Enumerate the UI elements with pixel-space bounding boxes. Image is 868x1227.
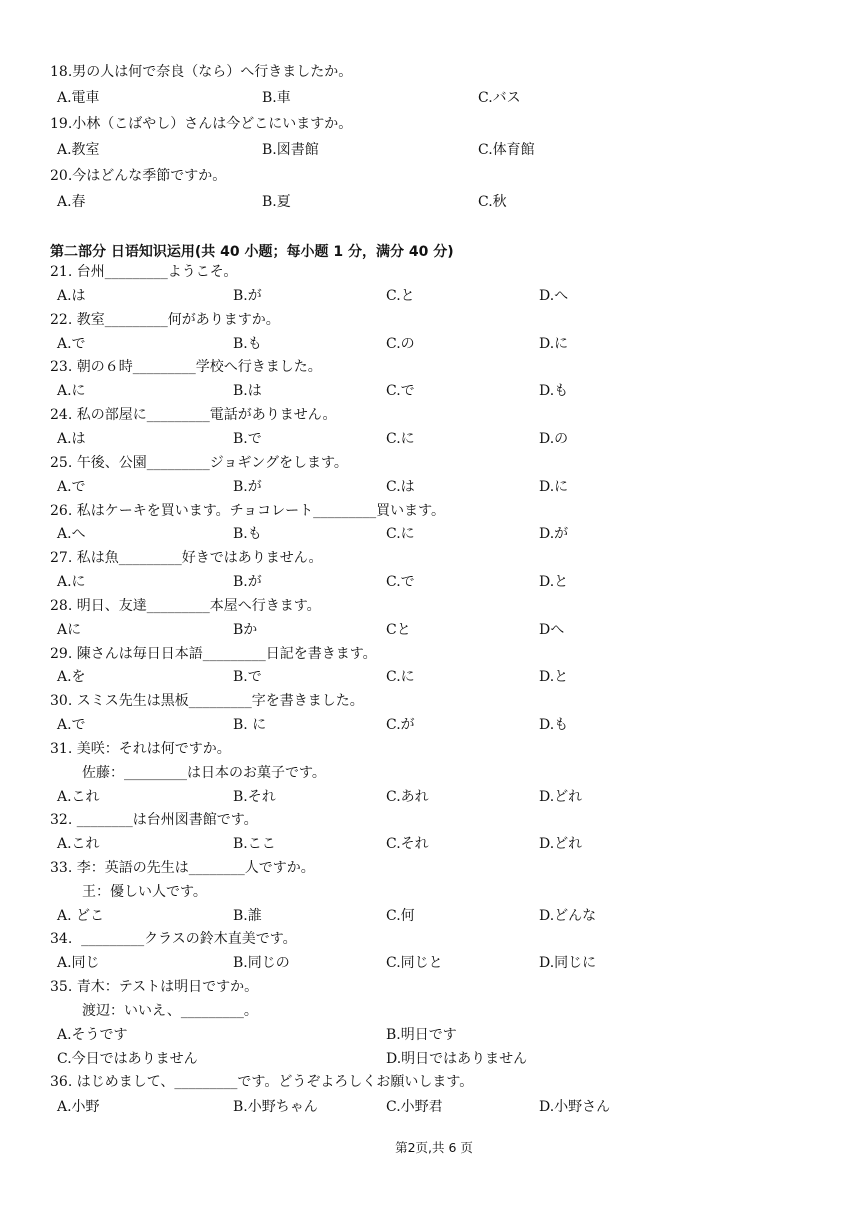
answer-option: C.に (386, 669, 415, 685)
answer-option: C.何 (386, 908, 415, 924)
answer-option: D.へ (539, 288, 569, 304)
answer-option: D.に (539, 336, 569, 352)
answer-option: B.は (233, 383, 262, 399)
answer-option: D.が (539, 526, 569, 542)
answer-option: B.小野ちゃん (233, 1099, 318, 1115)
question-text: 28. 明日、友達_________本屋へ行きます。 (50, 598, 321, 614)
answer-option: A.小野 (57, 1099, 100, 1115)
answer-option: A.を (57, 669, 86, 685)
question-text: 23. 朝の６時_________学校へ行きました。 (50, 359, 322, 375)
question-dialog-line: 王：優しい人です。 (82, 884, 207, 900)
answer-option: D.も (539, 383, 569, 399)
question-text: 29. 陳さんは毎日日本語_________日記を書きます。 (50, 646, 377, 662)
question-text: 32. ________は台州図書館です。 (50, 812, 258, 828)
answer-option: C.に (386, 431, 415, 447)
answer-option: B.も (233, 526, 262, 542)
answer-option: A.へ (57, 526, 86, 542)
answer-option: C.に (386, 526, 415, 542)
question-text: 36. はじめまして、_________です。どうぞよろしくお願いします。 (50, 1074, 474, 1090)
answer-option: C.の (386, 336, 415, 352)
answer-option: A.で (57, 479, 86, 495)
answer-option: D.明日ではありません (386, 1051, 528, 1067)
question-text: 27. 私は魚_________好きではありません。 (50, 550, 323, 566)
answer-option: B.で (233, 669, 262, 685)
answer-option: B.夏 (262, 194, 291, 210)
answer-option: Dへ (539, 622, 565, 638)
answer-option: D.と (539, 669, 569, 685)
answer-option: A.で (57, 336, 86, 352)
answer-option: D.小野さん (539, 1099, 611, 1115)
answer-option: A.そうです (57, 1027, 128, 1043)
answer-option: C.体育館 (478, 142, 535, 158)
answer-option: D.の (539, 431, 569, 447)
answer-option: B.ここ (233, 836, 276, 852)
answer-option: B. に (233, 717, 267, 733)
answer-option: A.教室 (57, 142, 100, 158)
answer-option: Bか (233, 622, 258, 638)
question-text: 22. 教室_________何がありますか。 (50, 312, 280, 328)
answer-option: B.も (233, 336, 262, 352)
question-text: 20.今はどんな季節ですか。 (50, 168, 227, 184)
answer-option: C.で (386, 574, 415, 590)
question-text: 26. 私はケーキを買います。チョコレート_________買います。 (50, 503, 446, 519)
question-text: 24. 私の部屋に_________電話がありません。 (50, 407, 337, 423)
question-text: 31. 美咲：それは何ですか。 (50, 741, 231, 757)
answer-option: Aに (57, 622, 82, 638)
question-text: 21. 台州_________ようこそ。 (50, 264, 238, 280)
answer-option: D.に (539, 479, 569, 495)
answer-option: A. どこ (57, 908, 105, 924)
answer-option: B.車 (262, 90, 291, 106)
question-text: 18.男の人は何で奈良（なら）へ行きましたか。 (50, 64, 353, 80)
answer-option: C.同じと (386, 955, 443, 971)
answer-option: C.で (386, 383, 415, 399)
answer-option: C.それ (386, 836, 429, 852)
question-text: 19.小林（こばやし）さんは今どこにいますか。 (50, 116, 353, 132)
question-dialog-line: 渡辺：いいえ、_________。 (82, 1003, 258, 1019)
answer-option: A.同じ (57, 955, 100, 971)
section-title: 第二部分 日语知识运用(共 40 小题；每小题 1 分，满分 40 分) (50, 244, 454, 260)
page-footer: 第2页,共 6 页 (395, 1140, 473, 1155)
question-text: 33. 李：英語の先生は________人ですか。 (50, 860, 315, 876)
answer-option: D.同じに (539, 955, 597, 971)
answer-option: A.春 (57, 194, 86, 210)
answer-option: A.は (57, 288, 86, 304)
answer-option: D.どんな (539, 908, 597, 924)
answer-option: A.は (57, 431, 86, 447)
answer-option: D.どれ (539, 836, 583, 852)
question-text: 35. 青木：テストは明日ですか。 (50, 979, 259, 995)
answer-option: D.どれ (539, 789, 583, 805)
answer-option: A.で (57, 717, 86, 733)
answer-option: B.が (233, 479, 262, 495)
answer-option: B.が (233, 574, 262, 590)
answer-option: B.で (233, 431, 262, 447)
answer-option: Cと (386, 622, 411, 638)
answer-option: C.あれ (386, 789, 429, 805)
question-dialog-line: 佐藤：_________は日本のお菓子です。 (82, 765, 326, 781)
question-text: 30. スミス先生は黒板_________字を書きました。 (50, 693, 364, 709)
answer-option: A.これ (57, 789, 100, 805)
answer-option: B.誰 (233, 908, 262, 924)
answer-option: A.これ (57, 836, 100, 852)
question-text: 25. 午後、公園_________ジョギングをします。 (50, 455, 348, 471)
answer-option: A.に (57, 383, 86, 399)
answer-option: C.小野君 (386, 1099, 443, 1115)
answer-option: A.電車 (57, 90, 100, 106)
answer-option: B.同じの (233, 955, 290, 971)
answer-option: B.明日です (386, 1027, 457, 1043)
answer-option: C.バス (478, 90, 521, 106)
answer-option: B.図書館 (262, 142, 319, 158)
answer-option: D.と (539, 574, 569, 590)
question-text: 34. _________クラスの鈴木直美です。 (50, 931, 297, 947)
answer-option: C.が (386, 717, 415, 733)
answer-option: C.は (386, 479, 415, 495)
answer-option: B.が (233, 288, 262, 304)
answer-option: C.と (386, 288, 415, 304)
answer-option: D.も (539, 717, 569, 733)
answer-option: C.秋 (478, 194, 507, 210)
answer-option: C.今日ではありません (57, 1051, 198, 1067)
answer-option: A.に (57, 574, 86, 590)
answer-option: B.それ (233, 789, 276, 805)
